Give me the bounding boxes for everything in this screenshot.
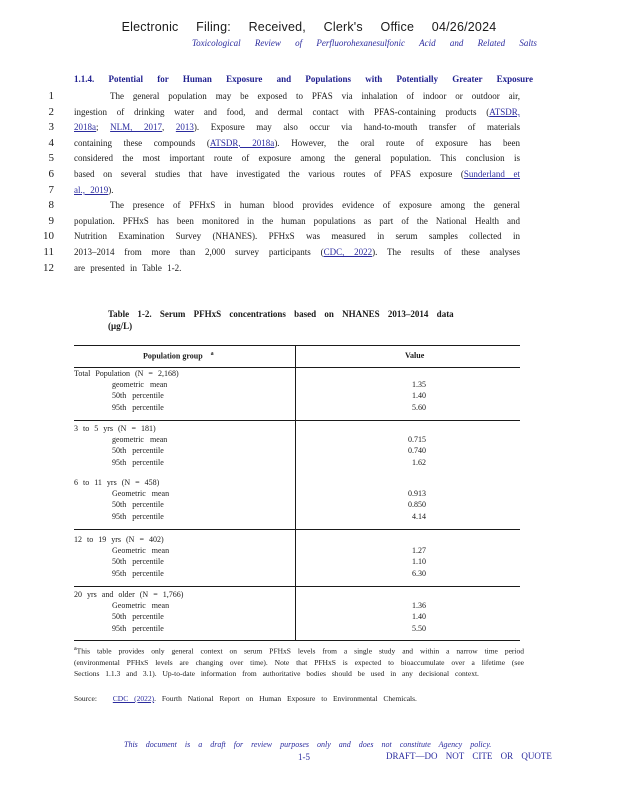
text-segment: considered the most important route of exposure among the general population. This conclusion is [74, 153, 520, 164]
text-segment: The general population may be exposed to PFAS via inhalation of indoor or outdoor air, [110, 91, 520, 101]
line-number: 5 [48, 152, 54, 165]
line-text [74, 200, 520, 210]
stat-label: 50th percentile [112, 612, 164, 622]
text-segment: containing these compounds ( [74, 137, 210, 148]
draft-notice: DRAFT—DO NOT CITE OR QUOTE [386, 751, 552, 761]
group-title: 3 to 5 yrs (N = 181) [74, 424, 156, 433]
group-title: 12 to 19 yrs (N = 402) [74, 535, 164, 544]
group-title: 20 yrs and older (N = 1,766) [74, 590, 184, 599]
line-text [74, 122, 520, 132]
citation-link[interactable]: 2018a [74, 122, 96, 133]
column-header-value: Value [405, 351, 425, 360]
stat-label: 95th percentile [112, 457, 164, 467]
table-column-divider [295, 345, 296, 640]
section-heading: 1.1.4. Potential for Human Exposure and Populations with Potentially Greater Exposure [74, 74, 533, 84]
stat-label: Geometric mean [112, 546, 170, 556]
text-segment: Nutrition Examination Survey (NHANES). PFHxS was measured in serum samples collected in [74, 231, 520, 242]
stat-label: 95th percentile [112, 568, 164, 578]
line-text [74, 185, 520, 195]
group-title: 6 to 11 yrs (N = 458) [74, 478, 160, 487]
column-header-population: Population group $^a$ [143, 351, 214, 361]
document-subtitle: Toxicological Review of Perfluorohexanesulfonic Acid and Related Salts [192, 38, 537, 48]
line-text [74, 138, 520, 148]
line-number: 6 [48, 168, 54, 180]
stat-value: 1.62 [412, 457, 426, 467]
text-segment: 2013–2014 from more than 2,000 survey participants ( [74, 247, 324, 257]
source-link[interactable]: CDC (2022) [112, 694, 155, 703]
line-number: 3 [48, 121, 54, 134]
text-segment: The presence of PFHxS in human blood provides evidence of exposure among the general [110, 200, 520, 211]
line-text [74, 263, 520, 273]
text-line [0, 138, 618, 153]
line-number: 10 [43, 230, 54, 243]
stat-label: 50th percentile [112, 557, 164, 567]
stat-label: 95th percentile [112, 511, 164, 521]
stat-value: 1.40 [412, 391, 426, 401]
stat-value: 1.40 [412, 612, 426, 622]
line-text [74, 91, 520, 101]
citation-link[interactable]: ATSDR, 2018a [209, 137, 275, 148]
citation-link[interactable]: NLM, 2017 [110, 122, 162, 133]
text-line [0, 247, 618, 262]
stat-label: Geometric mean [112, 601, 170, 611]
citation-link[interactable]: ATSDR, [489, 106, 520, 117]
text-line [0, 200, 618, 215]
line-text [74, 247, 520, 257]
text-segment: ; [96, 122, 111, 133]
line-text [74, 153, 520, 163]
stat-label: 95th percentile [112, 402, 164, 412]
group-separator [74, 529, 520, 530]
stat-value: 1.27 [412, 546, 426, 556]
citation-link[interactable]: 2013 [175, 122, 194, 133]
line-text [74, 107, 520, 117]
table-header-rule [74, 367, 520, 368]
stat-value: 6.30 [412, 568, 426, 578]
line-number: 7 [48, 183, 54, 196]
stat-value: 1.36 [412, 601, 426, 611]
text-line [0, 107, 618, 122]
text-segment: based on several studies that have investigated the various routes of PFAS exposure ( [74, 169, 464, 179]
text-line [0, 122, 618, 137]
text-segment: , [161, 122, 176, 133]
text-line [0, 91, 618, 106]
line-number: 1 [48, 90, 54, 102]
line-number: 12 [43, 261, 54, 274]
text-line [0, 185, 618, 200]
filing-header: Electronic Filing: Received, Clerk's Office 04/26/2024 [121, 20, 497, 34]
text-segment: ). [108, 184, 114, 195]
line-number: 2 [48, 105, 54, 118]
table-bottom-rule [74, 640, 520, 641]
text-line [0, 153, 618, 168]
stat-value: 5.60 [412, 402, 426, 412]
text-segment: population. PFHxS has been monitored in the human populations as part of the National Health and [74, 215, 520, 226]
line-text [74, 231, 520, 241]
text-line [0, 231, 618, 246]
line-text [74, 169, 520, 179]
stat-value: 0.715 [408, 435, 426, 445]
line-number: 9 [48, 214, 54, 227]
stat-label: 95th percentile [112, 623, 164, 633]
stat-label: geometric mean [112, 435, 168, 445]
table-footnote: $^a$This table provides only general context on serum PFHxS levels from a single study and within a narrow time period (environmental PFHxS levels are changing over time). Note that PFHxS is expected to bioaccumulate over a lifetime (see Sections 1.1.3 and 3.1). Up-to-date information from authoritative bodies should be used in any decisional context. [74, 646, 524, 678]
stat-value: 4.14 [412, 511, 426, 521]
stat-label: Geometric mean [112, 489, 170, 499]
footer-disclaimer: This document is a draft for review purposes only and does not constitute Agency policy. [124, 740, 492, 749]
stat-label: 50th percentile [112, 391, 164, 401]
table-source: Source: CDC (2022). Fourth National Report on Human Exposure to Environmental Chemicals. [74, 694, 417, 703]
stat-label: 50th percentile [112, 446, 164, 456]
stat-value: 1.10 [412, 557, 426, 567]
text-segment: are presented in Table 1-2. [74, 262, 182, 273]
stat-value: 0.913 [408, 489, 426, 499]
line-number: 4 [48, 136, 54, 149]
group-title: Total Population (N = 2,168) [74, 369, 179, 378]
table-top-rule [74, 345, 520, 346]
text-line [0, 263, 618, 278]
group-separator [74, 586, 520, 587]
group-separator [74, 420, 520, 421]
text-segment: ). However, the oral route of exposure has been [274, 137, 521, 148]
text-segment: ). Exposure may also occur via hand-to-mouth transfer of materials [193, 122, 520, 133]
stat-value: 0.850 [408, 500, 426, 510]
citation-link[interactable]: al., 2019 [74, 184, 109, 195]
stat-label: 50th percentile [112, 500, 164, 510]
page-number: 1-5 [298, 752, 310, 762]
line-number: 8 [48, 199, 54, 212]
stat-label: geometric mean [112, 380, 168, 390]
line-text [74, 216, 520, 226]
citation-link[interactable]: Sunderland et [463, 169, 520, 179]
stat-value: 5.50 [412, 623, 426, 633]
stat-value: 0.740 [408, 446, 426, 456]
line-number: 11 [43, 246, 54, 258]
table-title: Table 1-2. Serum PFHxS concentrations based on NHANES 2013–2014 data (μg/L) [108, 309, 454, 331]
text-segment: ). The results of these analyses [372, 247, 520, 257]
citation-link[interactable]: CDC, 2022 [323, 247, 373, 257]
text-line [0, 216, 618, 231]
text-segment: ingestion of drinking water and food, and dermal contact with PFAS-containing products ( [74, 106, 490, 117]
text-line [0, 169, 618, 184]
stat-value: 1.35 [412, 380, 426, 390]
